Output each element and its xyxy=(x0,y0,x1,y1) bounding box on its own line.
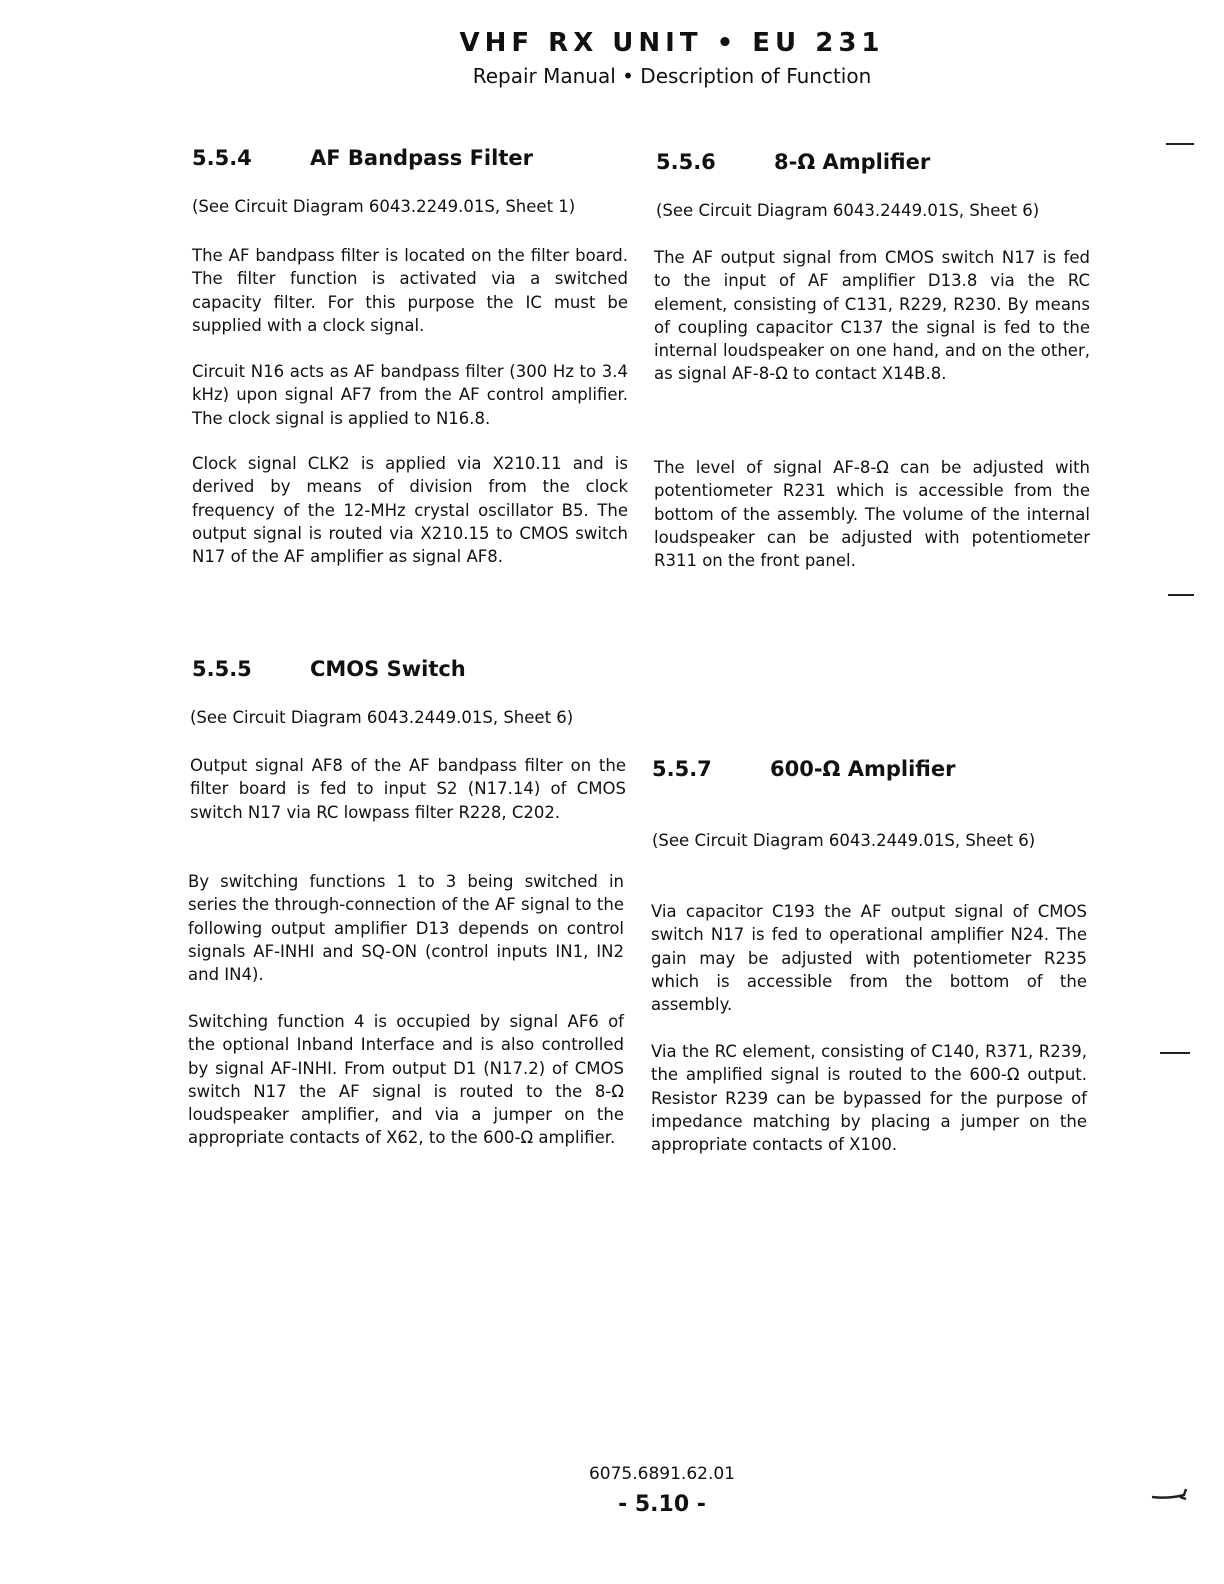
paragraph: The AF bandpass filter is located on the filter board. The filter function is activated via a switched capacity filter. For this purpose the IC must be supplied with a clock signal. xyxy=(192,246,628,335)
document-title: VHF RX UNIT • EU 231 xyxy=(459,28,885,58)
circuit-reference: (See Circuit Diagram 6043.2249.01S, Sheet 1) xyxy=(192,197,576,216)
section-number: 5.5.4 xyxy=(192,146,252,170)
section-number: 5.5.7 xyxy=(652,757,712,781)
document-subtitle: Repair Manual • Description of Function xyxy=(472,64,872,88)
section-number: 5.5.6 xyxy=(656,150,716,174)
paragraph: Output signal AF8 of the AF bandpass filter on the filter board is fed to input S2 (N17.14) of CMOS switch N17 via RC lowpass filter R228, C202. xyxy=(190,756,626,822)
paragraph: Clock signal CLK2 is applied via X210.11 and is derived by means of division from the clock frequency of the 12-MHz crystal oscillator B5. The output signal is routed via X210.15 to CMOS switch N17 of the AF amplifier as signal AF8. xyxy=(192,454,628,567)
margin-mark xyxy=(1166,143,1194,145)
section-title: 8-Ω Amplifier xyxy=(774,150,931,174)
section-title: 600-Ω Amplifier xyxy=(770,757,956,781)
paragraph: Via the RC element, consisting of C140, R371, R239, the amplified signal is routed to the 600-Ω output. Resistor R239 can be bypassed for the purpose of impedance matching by placing a jumper on the appropriate contacts of X100. xyxy=(651,1042,1087,1155)
margin-mark xyxy=(1160,1052,1190,1054)
section-heading-5-5-5 xyxy=(192,657,628,681)
document-number: 6075.6891.62.01 xyxy=(588,1464,735,1484)
page-number: - 5.10 - xyxy=(618,1492,706,1517)
section-number: 5.5.5 xyxy=(192,657,252,681)
section-heading-5-5-7 xyxy=(652,757,1088,781)
paragraph: Circuit N16 acts as AF bandpass filter (300 Hz to 3.4 kHz) upon signal AF7 from the AF control amplifier. The clock signal is applied to N16.8. xyxy=(192,362,628,428)
margin-mark xyxy=(1168,594,1194,596)
section-heading-5-5-6 xyxy=(656,150,1092,174)
paragraph: The level of signal AF-8-Ω can be adjusted with potentiometer R231 which is accessible from the bottom of the assembly. The volume of the internal loudspeaker can be adjusted with potentiometer R311 on the front panel. xyxy=(654,458,1090,571)
section-title: CMOS Switch xyxy=(310,657,466,681)
circuit-reference: (See Circuit Diagram 6043.2449.01S, Sheet 6) xyxy=(652,831,1036,850)
circuit-reference: (See Circuit Diagram 6043.2449.01S, Sheet 6) xyxy=(656,201,1040,220)
section-title: AF Bandpass Filter xyxy=(310,146,533,170)
paragraph: By switching functions 1 to 3 being switched in series the through-connection of the AF signal to the following output amplifier D13 depends on control signals AF-INHI and SQ-ON (control inputs IN1, IN2 and IN4). xyxy=(188,872,624,985)
circuit-reference: (See Circuit Diagram 6043.2449.01S, Sheet 6) xyxy=(190,708,574,727)
paragraph: Switching function 4 is occupied by signal AF6 of the optional Inband Interface and is also controlled by signal AF-INHI. From output D1 (N17.2) of CMOS switch N17 the AF signal is routed to the 8-Ω loudspeaker amplifier, and via a jumper on the appropriate contacts of X62, to the 600-Ω amplifier. xyxy=(188,1012,624,1148)
section-heading-5-5-4 xyxy=(192,146,628,170)
paragraph: The AF output signal from CMOS switch N17 is fed to the input of AF amplifier D13.8 via the RC element, consisting of C131, R229, R230. By means of coupling capacitor C137 the signal is fed to the internal loudspeaker on one hand, and on the other, as signal AF-8-Ω to contact X14B.8. xyxy=(654,248,1090,384)
paragraph: Via capacitor C193 the AF output signal of CMOS switch N17 is fed to operational amplifier N24. The gain may be adjusted with potentiometer R235 which is accessible from the bottom of the assembly. xyxy=(651,902,1087,1015)
